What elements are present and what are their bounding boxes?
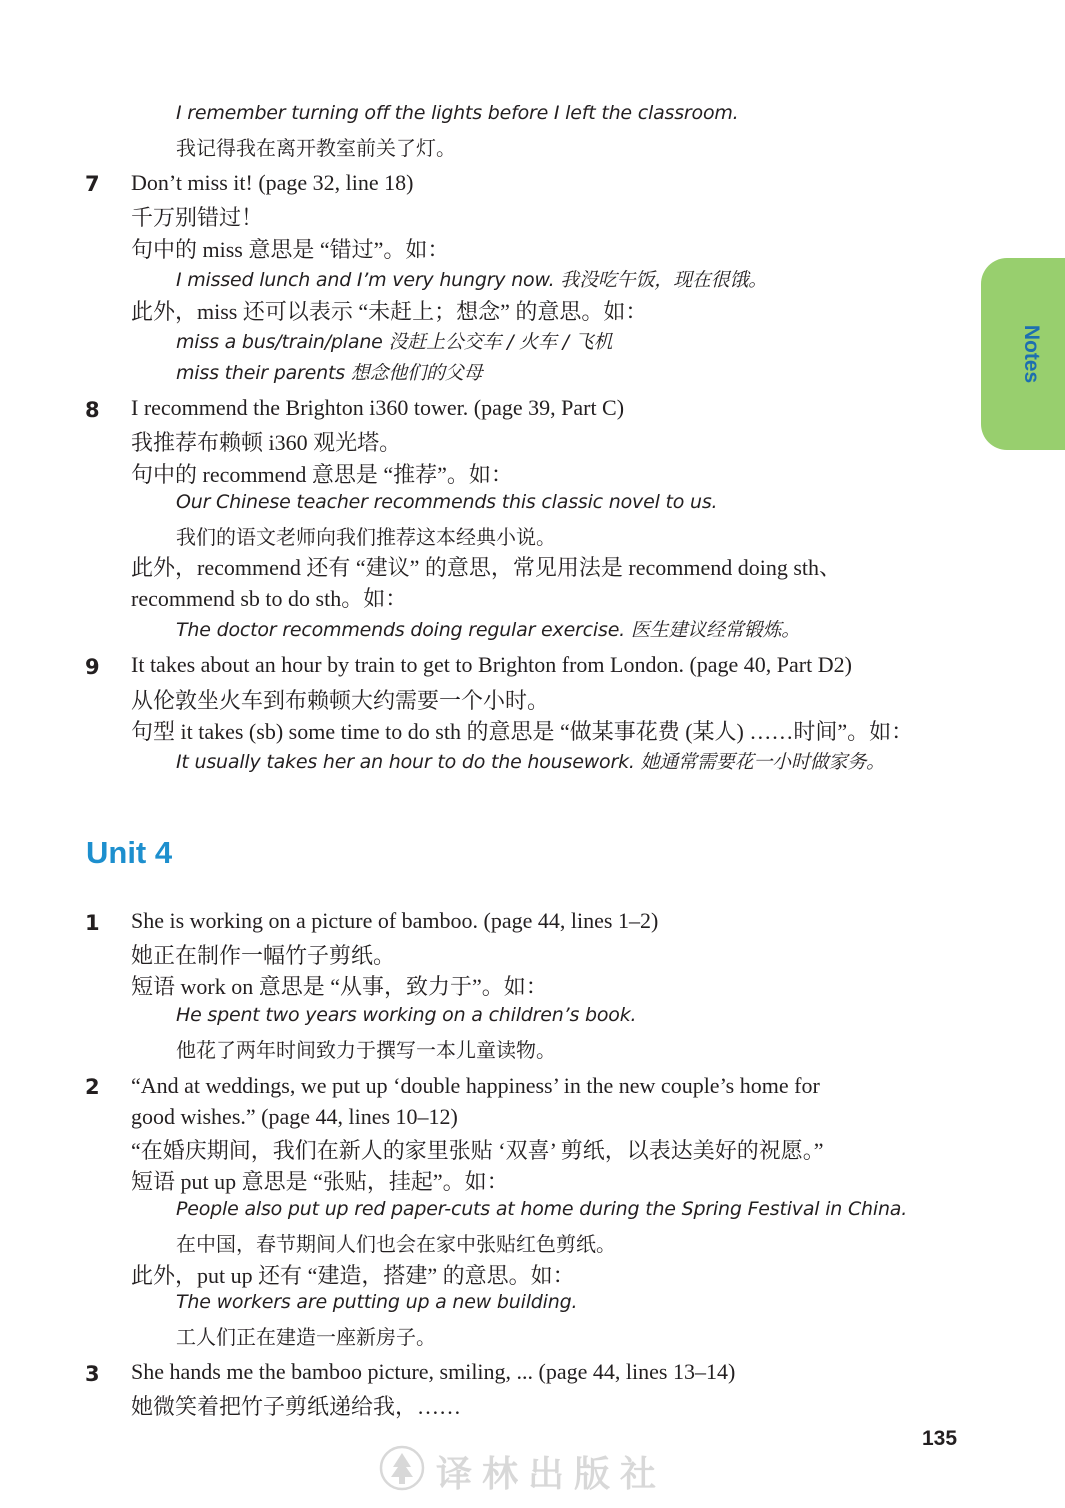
example-sentence: The workers are putting up a new building. [176, 1291, 578, 1313]
page-number: 135 [922, 1427, 958, 1450]
note-translation: 她正在制作一幅竹子剪纸。 [131, 943, 396, 968]
note-extra: recommend sb to do sth。如： [131, 586, 408, 611]
note-explanation: 句中的 recommend 意思是 “推荐”。如： [131, 462, 513, 487]
note-extra: 此外，recommend 还有 “建议” 的意思，常见用法是 recommend doing sth、 [131, 555, 842, 580]
example-sentence: I missed lunch and I’m very hungry now. 我没吃午饭，现在很饿。 [176, 269, 768, 291]
example-sentence: Our Chinese teacher recommends this classic novel to us. [176, 491, 718, 513]
publisher-watermark [378, 1442, 698, 1494]
note-number: 8 [85, 398, 100, 422]
note-translation: 从伦敦坐火车到布赖顿大约需要一个小时。 [131, 688, 550, 713]
note-extra: 此外，put up 还有 “建造，搭建” 的意思。如： [131, 1263, 575, 1288]
note-number: 3 [85, 1362, 100, 1386]
note-number: 9 [85, 655, 100, 679]
example-translation: 我记得我在离开教室前关了灯。 [176, 138, 456, 160]
note-explanation: 短语 work on 意思是 “从事，致力于”。如： [131, 974, 548, 999]
note-explanation: 句中的 miss 意思是 “错过”。如： [131, 237, 450, 262]
note-explanation: 短语 put up 意思是 “张贴，挂起”。如： [131, 1169, 509, 1194]
notes-tab-label: Notes [1020, 324, 1043, 384]
example-translation: 他花了两年时间致力于撰写一本儿童读物。 [176, 1040, 556, 1062]
example-translation: 工人们正在建造一座新房子。 [176, 1327, 436, 1349]
example-sentence: The doctor recommends doing regular exercise. 医生建议经常锻炼。 [176, 619, 801, 641]
note-explanation: 句型 it takes (sb) some time to do sth 的意思是 “做某事花费 (某人) ……时间”。如： [131, 719, 914, 744]
example-sentence: It usually takes her an hour to do the housework. 她通常需要花一小时做家务。 [176, 751, 885, 773]
note-number: 7 [85, 172, 100, 196]
example-sentence: miss their parents 想念他们的父母 [176, 362, 483, 384]
note-title: I recommend the Brighton i360 tower. (page 39, Part C) [131, 395, 625, 420]
note-title: She hands me the bamboo picture, smiling, ... (page 44, lines 13–14) [131, 1359, 736, 1384]
example-sentence: I remember turning off the lights before I left the classroom. [176, 102, 739, 124]
example-sentence: People also put up red paper-cuts at home during the Spring Festival in China. [176, 1198, 908, 1220]
note-translation: 千万别错过！ [131, 205, 264, 230]
note-translation: 我推荐布赖顿 i360 观光塔。 [131, 430, 402, 455]
note-translation: “在婚庆期间，我们在新人的家里张贴 ‘双喜’ 剪纸，以表达美好的祝愿。” [131, 1138, 824, 1163]
note-extra: 此外，miss 还可以表示 “未赶上；想念” 的意思。如： [131, 299, 648, 324]
example-translation: 在中国，春节期间人们也会在家中张贴红色剪纸。 [176, 1234, 616, 1256]
example-sentence: miss a bus/train/plane 没赶上公交车 / 火车 / 飞机 [176, 331, 613, 353]
note-title: It takes about an hour by train to get to Brighton from London. (page 40, Part D2) [131, 652, 852, 677]
notes-tab [981, 258, 1065, 450]
note-title: Don’t miss it! (page 32, line 18) [131, 170, 414, 195]
unit-heading: Unit 4 [86, 835, 173, 870]
example-translation: 我们的语文老师向我们推荐这本经典小说。 [176, 527, 556, 549]
publisher-logo-icon [378, 1444, 426, 1492]
note-title: “And at weddings, we put up ‘double happiness’ in the new couple’s home for [131, 1073, 820, 1098]
watermark-text: 译林出版社 [436, 1453, 667, 1495]
example-sentence: He spent two years working on a children’s book. [176, 1004, 637, 1026]
note-translation: 她微笑着把竹子剪纸递给我，…… [131, 1394, 462, 1419]
note-number: 2 [85, 1075, 100, 1099]
note-number: 1 [85, 911, 100, 935]
note-title: good wishes.” (page 44, lines 10–12) [131, 1104, 458, 1129]
note-title: She is working on a picture of bamboo. (page 44, lines 1–2) [131, 908, 659, 933]
